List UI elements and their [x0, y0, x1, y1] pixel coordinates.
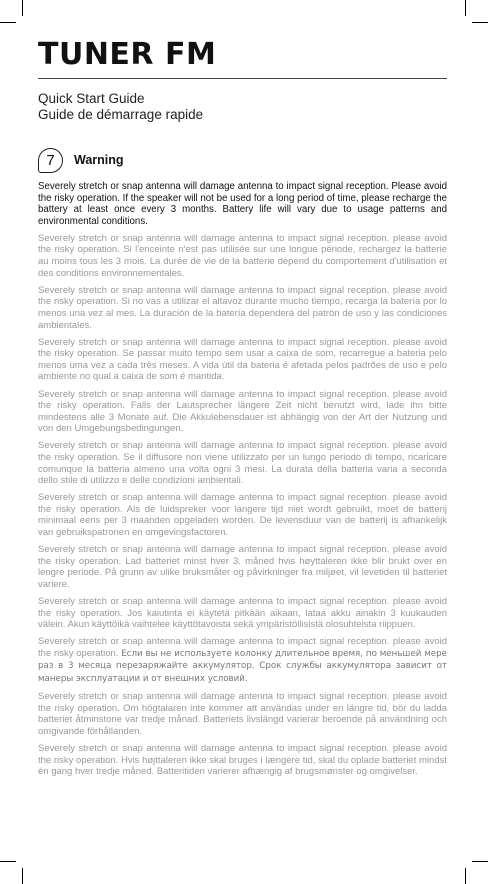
warning-heading: [38, 146, 447, 174]
warning-number-badge-icon: [38, 148, 63, 173]
crop-mark-top-left: [22, 0, 23, 16]
warning-paragraph-fr: Severely stretch or snap antenna will damage antenna to impact signal reception. please avoid the risky operation. Si l'enceinte n'est pas utilisée sur une longue période, rechargez la batterie au moins tous les 3 mois. La durée de vie de la batterie dépend du comportement d'utilisation et des conditions environnementales.: [38, 232, 447, 279]
warning-paragraph-es: Severely stretch or snap antenna will damage antenna to impact signal reception. please avoid the risky operation. Si no vas a utilizar el altavoz durante mucho tiempo, recarga la batería por lo menos una vez al mes. La duración de la batería dependerá del patrón de uso y las condiciones ambientales.: [38, 284, 447, 331]
warning-paragraph-ru-english: Severely stretch or snap antenna will damage antenna to impact signal reception. please avoid the risky operation.: [38, 636, 447, 659]
title-divider: [38, 78, 447, 79]
document-title: TUNER FM: [38, 37, 217, 72]
crop-mark-top-right: [465, 0, 466, 16]
crop-mark-bottom-right: [472, 861, 488, 862]
warning-paragraph-sv: Severely stretch or snap antenna will damage antenna to impact signal reception. please avoid the risky operation. Om högtalaren inte kommer att användas under en längre tid, bör du ladda batteriet åtminstone var tredje månad. Batteriets livslängd varierar beroende på användning och omgivande förhållanden.: [38, 691, 447, 737]
document-page: [38, 38, 447, 783]
warning-paragraph-no: Severely stretch or snap antenna will damage antenna to impact signal reception. please avoid the risky operation. Lad batteriet minst hver 3. måned hvis høyttaleren ikke blir brukt over en lengre periode. På grunn av ulike bruksmåter og påvirkninger fra miljøet, vil levetiden til batteriet variere.: [38, 544, 447, 590]
warning-paragraph-it: Severely stretch or snap antenna will damage antenna to impact signal reception. please avoid the risky operation. Se il diffusore non viene utilizzato per un lungo periodo di tempo, ricaricare comunque la batteria almeno una volta ogni 3 mesi. La durata della batteria varia a seconda dello stile di utilizzo e delle condizioni ambientali.: [38, 440, 447, 487]
warning-paragraph-da: Severely stretch or snap antenna will damage antenna to impact signal reception. please avoid the risky operation. Hvis højttaleren ikke skal bruges i længere tid, skal du oplade batteriet mindst én gang hver tredje måned. Batteritiden varierer afhængig af brugsmønster og omgivelser.: [38, 743, 447, 778]
warning-label: Warning: [74, 153, 124, 167]
warning-paragraph-fi: Severely stretch or snap antenna will damage antenna to impact signal reception. please avoid the risky operation. Jos kaiutinta ei käytetä pitkään aikaan, lataa akku ainakin 3 kuukauden välein. Akun käyttöikä vaihtelee käyttötavoista sekä ympäristöllisistä olosuhteista riippuen.: [38, 596, 447, 631]
crop-mark-top-right: [472, 22, 488, 23]
subtitle-french: Guide de démarrage rapide: [38, 107, 204, 122]
subtitle-english: Quick Start Guide: [38, 91, 145, 106]
crop-mark-bottom-right: [465, 868, 466, 884]
crop-mark-bottom-left: [22, 868, 23, 884]
crop-mark-top-left: [0, 22, 16, 23]
warning-paragraph-ru-russian: Если вы не используете колонку длительное время, по меньшей мере раз в 3 месяца перезаряжайте аккумулятор. Срок службы аккумулятора зависит от манеры эксплуатации и от внешних условий.: [38, 648, 447, 685]
warning-paragraph-de: Severely stretch or snap antenna will damage antenna to impact signal reception. please avoid the risky operation. Falls der Lautsprecher längere Zeit nicht benutzt wird, lade ihn bitte mindestens alle 3 Monate auf. Die Akkulebensdauer ist abhängig von der Art der Nutzung und von den Umgebungsbedingungen.: [38, 388, 447, 435]
warning-paragraph-pt: Severely stretch or snap antenna will damage antenna to impact signal reception. please avoid the risky operation. Se passar muito tempo sem usar a caixa de som, recarregue a bateria pelo menos uma vez a cada três meses. A vida útil da bateria é afetada pelos padrões de uso e pelo ambiente no qual a caixa de som é mantida.: [38, 336, 447, 383]
warning-number: 7: [46, 151, 55, 169]
warning-paragraph-nl: Severely stretch or snap antenna will damage antenna to impact signal reception. please avoid the risky operation. Als de luidspreker voor langere tijd niet wordt gebruikt, moet de batterij minimaal eens per 3 maanden opgeladen worden. De levensduur van de batterij is afhankelijk van gebruikspatronen en omgevingsfactoren.: [38, 492, 447, 539]
warning-paragraph-en: Severely stretch or snap antenna will damage antenna to impact signal reception. Please avoid the risky operation. If the speaker will not be used for a long period of time, please recharge the battery at least once every 3 months. Battery life will vary due to usage patterns and environmental conditions.: [38, 181, 447, 227]
warning-paragraphs: [38, 181, 447, 778]
warning-paragraph-ru: [38, 636, 447, 685]
crop-mark-bottom-left: [0, 861, 16, 862]
